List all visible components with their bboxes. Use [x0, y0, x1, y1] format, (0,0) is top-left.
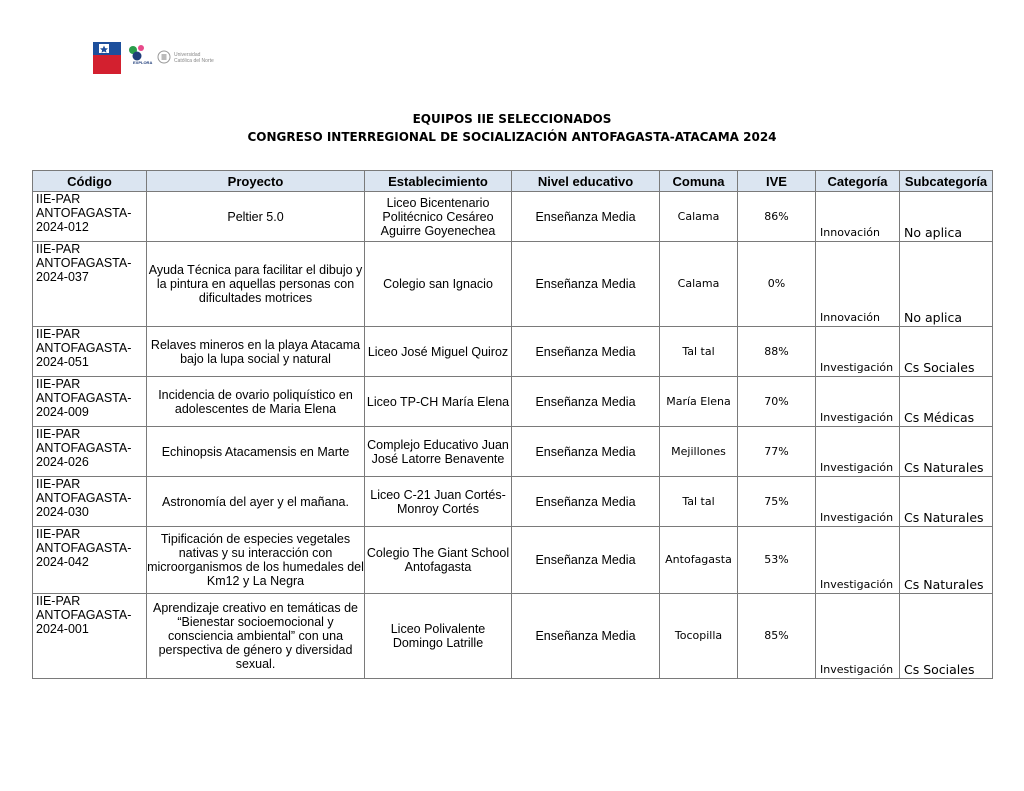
cell-establecimiento: Colegio san Ignacio [365, 242, 512, 327]
title-line-1: EQUIPOS IIE SELECCIONADOS [412, 112, 612, 126]
explora-logo [125, 42, 151, 74]
header-ive: IVE [738, 171, 816, 192]
cell-subcategoria: No aplica [900, 192, 993, 242]
cell-categoria: Investigación [816, 377, 900, 427]
cell-subcategoria: Cs Naturales [900, 527, 993, 594]
cell-ive: 53% [738, 527, 816, 594]
header-establecimiento: Establecimiento [365, 171, 512, 192]
cell-comuna: Antofagasta [660, 527, 738, 594]
cell-nivel-educativo: Enseñanza Media [512, 477, 660, 527]
cell-nivel-educativo: Enseñanza Media [512, 527, 660, 594]
header-nivel-educativo: Nivel educativo [512, 171, 660, 192]
cell-subcategoria: Cs Sociales [900, 327, 993, 377]
cell-establecimiento: Liceo C-21 Juan Cortés-Monroy Cortés [365, 477, 512, 527]
cell-proyecto: Relaves mineros en la playa Atacama bajo la lupa social y natural [147, 327, 365, 377]
cell-nivel-educativo: Enseñanza Media [512, 327, 660, 377]
cell-codigo: IIE-PAR ANTOFAGASTA-2024-030 [33, 477, 147, 527]
cell-categoria: Investigación [816, 427, 900, 477]
header-codigo: Código [33, 171, 147, 192]
logo-bar [93, 42, 293, 74]
table-row [33, 192, 993, 242]
cell-ive: 86% [738, 192, 816, 242]
table-row [33, 427, 993, 477]
cell-ive: 77% [738, 427, 816, 477]
table-row [33, 327, 993, 377]
table-row [33, 242, 993, 327]
cell-subcategoria: Cs Médicas [900, 377, 993, 427]
cell-nivel-educativo: Enseñanza Media [512, 242, 660, 327]
cell-establecimiento: Liceo José Miguel Quiroz [365, 327, 512, 377]
cell-nivel-educativo: Enseñanza Media [512, 594, 660, 679]
cell-proyecto: Ayuda Técnica para facilitar el dibujo y la pintura en aquellas personas con dificultades motrices [147, 242, 365, 327]
cell-comuna: Tocopilla [660, 594, 738, 679]
cell-categoria: Investigación [816, 594, 900, 679]
title-line-2: CONGRESO INTERREGIONAL DE SOCIALIZACIÓN ANTOFAGASTA-ATACAMA 2024 [247, 130, 777, 144]
cell-subcategoria: Cs Naturales [900, 477, 993, 527]
explora-logo-text: EXPLORA [133, 60, 153, 65]
cell-comuna: Mejillones [660, 427, 738, 477]
cell-ive: 88% [738, 327, 816, 377]
table-header-row [33, 171, 993, 192]
cell-ive: 0% [738, 242, 816, 327]
table-row [33, 527, 993, 594]
cell-codigo: IIE-PAR ANTOFAGASTA-2024-009 [33, 377, 147, 427]
cell-comuna: Tal tal [660, 477, 738, 527]
cell-nivel-educativo: Enseñanza Media [512, 192, 660, 242]
table-row [33, 377, 993, 427]
header-categoria: Categoría [816, 171, 900, 192]
cell-establecimiento: Complejo Educativo Juan José Latorre Benavente [365, 427, 512, 477]
cell-comuna: Calama [660, 242, 738, 327]
cell-subcategoria: No aplica [900, 242, 993, 327]
cell-codigo: IIE-PAR ANTOFAGASTA-2024-001 [33, 594, 147, 679]
cell-ive: 75% [738, 477, 816, 527]
cell-categoria: Innovación [816, 192, 900, 242]
table-row [33, 477, 993, 527]
selected-teams-table [32, 170, 993, 679]
cell-categoria: Investigación [816, 527, 900, 594]
cell-proyecto: Incidencia de ovario poliquístico en adolescentes de Maria Elena [147, 377, 365, 427]
header-proyecto: Proyecto [147, 171, 365, 192]
cell-categoria: Investigación [816, 327, 900, 377]
ucn-seal-logo [157, 50, 171, 64]
cell-comuna: Tal tal [660, 327, 738, 377]
cell-categoria: Investigación [816, 477, 900, 527]
cell-nivel-educativo: Enseñanza Media [512, 427, 660, 477]
cell-subcategoria: Cs Sociales [900, 594, 993, 679]
cell-codigo: IIE-PAR ANTOFAGASTA-2024-051 [33, 327, 147, 377]
cell-categoria: Innovación [816, 242, 900, 327]
header-comuna: Comuna [660, 171, 738, 192]
cell-nivel-educativo: Enseñanza Media [512, 377, 660, 427]
cell-ive: 70% [738, 377, 816, 427]
document-titles [0, 110, 1024, 146]
ucn-logo-text: Universidad Católica del Norte [174, 52, 214, 64]
header-subcategoria: Subcategoría [900, 171, 993, 192]
cell-proyecto: Tipificación de especies vegetales nativas y su interacción con microorganismos de los humedales del Km12 y La Negra [147, 527, 365, 594]
cell-codigo: IIE-PAR ANTOFAGASTA-2024-026 [33, 427, 147, 477]
cell-codigo: IIE-PAR ANTOFAGASTA-2024-012 [33, 192, 147, 242]
cell-proyecto: Echinopsis Atacamensis en Marte [147, 427, 365, 477]
cell-comuna: Calama [660, 192, 738, 242]
cell-proyecto: Astronomía del ayer y el mañana. [147, 477, 365, 527]
cell-proyecto: Aprendizaje creativo en temáticas de “Bienestar socioemocional y consciencia ambiental” con una perspectiva de género y diversidad sexual. [147, 594, 365, 679]
cell-proyecto: Peltier 5.0 [147, 192, 365, 242]
cell-codigo: IIE-PAR ANTOFAGASTA-2024-037 [33, 242, 147, 327]
cell-comuna: María Elena [660, 377, 738, 427]
cell-establecimiento: Colegio The Giant School Antofagasta [365, 527, 512, 594]
cell-establecimiento: Liceo Bicentenario Politécnico Cesáreo Aguirre Goyenechea [365, 192, 512, 242]
cell-codigo: IIE-PAR ANTOFAGASTA-2024-042 [33, 527, 147, 594]
cell-ive: 85% [738, 594, 816, 679]
cell-establecimiento: Liceo Polivalente Domingo Latrille [365, 594, 512, 679]
government-logo [93, 42, 121, 74]
cell-establecimiento: Liceo TP-CH María Elena [365, 377, 512, 427]
cell-subcategoria: Cs Naturales [900, 427, 993, 477]
table-row [33, 594, 993, 679]
